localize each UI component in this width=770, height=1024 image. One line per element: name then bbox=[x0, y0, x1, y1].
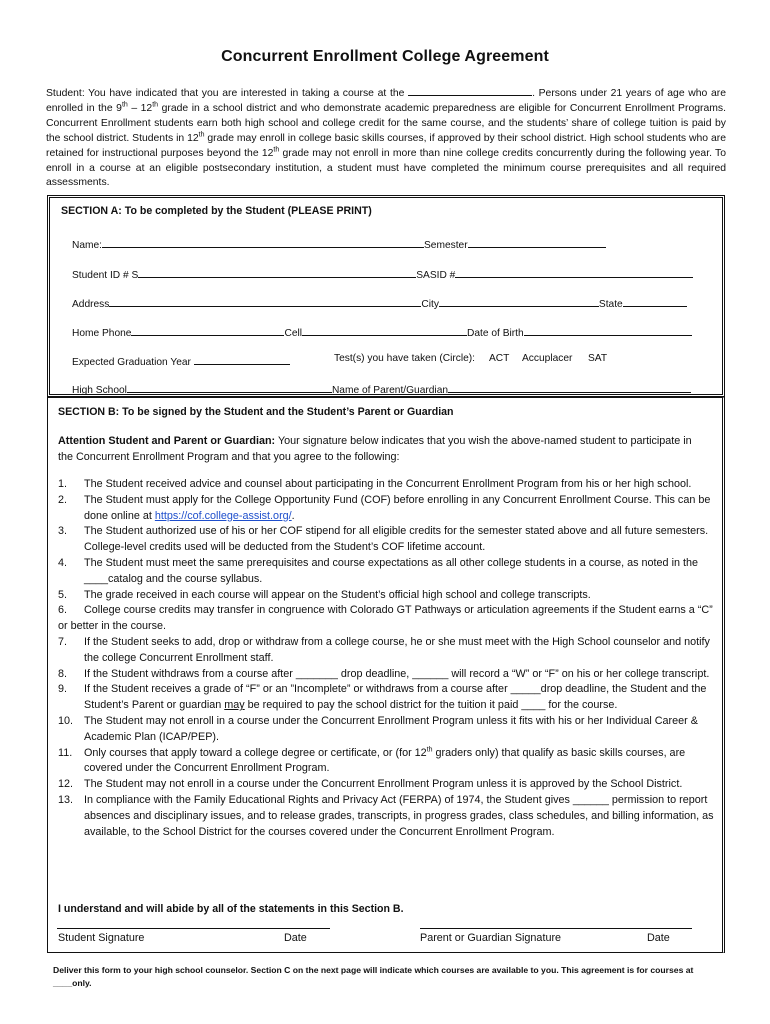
grad-year-field[interactable] bbox=[194, 353, 290, 365]
section-a-title: SECTION A: To be completed by the Student (PLEASE PRINT) bbox=[61, 205, 372, 217]
item-text: College course credits may transfer in congruence with Colorado GT Pathways or articulation agreements if the Student earns a “C” or better in the course. bbox=[58, 604, 713, 633]
item-text: catalog and the course syllabus. bbox=[108, 572, 263, 585]
student-date-label: Date bbox=[284, 932, 307, 944]
list-item bbox=[58, 746, 718, 778]
item-text: If the Student receives a grade of “F” or an ”Incomplete” or withdraws from a course after _____drop deadline, the Student and the Student’s Parent or guardian bbox=[84, 683, 707, 712]
address-field[interactable] bbox=[109, 295, 421, 307]
section-a bbox=[47, 195, 725, 397]
test-option-accuplacer[interactable]: Accuplacer bbox=[522, 353, 573, 364]
list-item bbox=[58, 682, 718, 714]
list-item bbox=[58, 667, 718, 683]
state-field[interactable] bbox=[623, 295, 687, 307]
item-number: 9. bbox=[58, 683, 68, 696]
item-text: The Student may not enroll in a course under the Concurrent Enrollment Program unless it fits with his or her Individual Career & Academic Plan (ICAP/PEP). bbox=[84, 714, 698, 743]
catalog-blank[interactable]: ____ bbox=[84, 572, 109, 585]
item-text: If the Student seeks to add, drop or withdraw from a college course, he or she must meet with the High School counselor and notify the college Concurrent Enrollment staff. bbox=[84, 635, 710, 664]
school-row bbox=[72, 381, 702, 396]
cell-field[interactable] bbox=[302, 324, 467, 336]
intro-text-4: grade in a school district and who demonstrate academic preparedness are eligible for Concurrent Enrollment Programs. Concurrent Enrollment students earn both high school and college credit for the same course, and the students’ share of college tuition is paid by the school district. Students in 12 bbox=[46, 102, 726, 144]
intro-sup-3: th bbox=[198, 131, 205, 139]
home-phone-field[interactable] bbox=[131, 324, 284, 336]
item-text: graders only) that qualify as basic skills courses, are covered under the Concurrent Enrollment Program. bbox=[84, 746, 686, 775]
home-phone-label: Home Phone bbox=[72, 328, 132, 339]
intro-text-3: – 12 bbox=[127, 102, 153, 114]
student-signature-label: Student Signature bbox=[58, 932, 145, 944]
item-number: 10. bbox=[58, 714, 74, 727]
item-text: The Student may not enroll in a course under the Concurrent Enrollment Program unless it is approved by the School District. bbox=[84, 778, 683, 791]
may-underlined: may bbox=[224, 699, 245, 712]
phone-row bbox=[72, 324, 702, 339]
dob-field[interactable] bbox=[524, 324, 692, 336]
item-text: The Student authorized use of his or her COF stipend for all eligible credits for the semester stated above and all future semesters. College-level credits used will be deducted from the Student’s COF lifetime account. bbox=[84, 525, 709, 554]
id-row bbox=[72, 266, 702, 281]
item-text: The Student received advice and counsel about participating in the Concurrent Enrollment Program from his or her high school. bbox=[84, 478, 692, 490]
footer-tail: ____only. bbox=[53, 978, 92, 988]
student-id-label: Student ID # S bbox=[72, 270, 139, 281]
item-text: The Student must meet the same prerequisites and course expectations as all other college students in a course, as noted in the bbox=[84, 556, 698, 569]
college-name-blank[interactable] bbox=[408, 84, 532, 96]
attention-label: Attention Student and Parent or Guardian: bbox=[58, 435, 276, 447]
semester-label: Semester bbox=[424, 240, 468, 251]
name-label: Name: bbox=[72, 240, 103, 251]
item-number: 12. bbox=[58, 778, 74, 791]
intro-text-6: grade may not enroll in more than nine college credits concurrently during the following year. To enroll in a course at an eligible postsecondary institution, a student must have completed the minimum course prerequisites and all required assessments. bbox=[46, 147, 726, 189]
item-text: If the Student withdraws from a course after _______ drop deadline, ______ will record a “W” or “F” on his or her college transcript. bbox=[84, 667, 710, 680]
parent-date-label: Date bbox=[647, 932, 670, 944]
sasid-field[interactable] bbox=[455, 266, 693, 278]
list-item bbox=[58, 493, 718, 525]
cell-label: Cell bbox=[284, 328, 303, 339]
sasid-label: SASID # bbox=[416, 270, 456, 281]
student-signature-line[interactable] bbox=[57, 928, 330, 929]
intro-sup-1: th bbox=[121, 101, 128, 109]
item-text: Only courses that apply toward a college degree or certificate, or (for 12 bbox=[84, 746, 427, 759]
understand-statement: I understand and will abide by all of the statements in this Section B. bbox=[58, 903, 404, 915]
dob-label: Date of Birth bbox=[467, 328, 524, 339]
high-school-field[interactable] bbox=[127, 381, 332, 393]
semester-field[interactable] bbox=[468, 236, 606, 248]
intro-paragraph bbox=[46, 84, 726, 191]
list-item bbox=[58, 588, 718, 604]
parent-signature-label: Parent or Guardian Signature bbox=[420, 932, 562, 944]
address-label: Address bbox=[72, 299, 110, 310]
test-option-sat[interactable]: SAT bbox=[588, 353, 608, 364]
item-sup: th bbox=[426, 745, 433, 753]
address-row bbox=[72, 295, 702, 310]
section-b bbox=[47, 397, 725, 953]
tests-label: Test(s) you have taken (Circle): bbox=[334, 353, 475, 364]
item-number: 5. bbox=[58, 588, 68, 601]
list-item bbox=[58, 524, 718, 556]
item-number: 3. bbox=[58, 525, 68, 538]
list-item bbox=[58, 777, 718, 793]
name-row bbox=[72, 236, 702, 251]
item-text: . bbox=[291, 509, 295, 522]
list-item bbox=[58, 603, 718, 635]
state-label: State bbox=[598, 299, 623, 310]
list-item bbox=[58, 556, 718, 588]
city-field[interactable] bbox=[439, 295, 599, 307]
item-number: 4. bbox=[58, 556, 68, 569]
intro-text-2: . Persons under 21 years of age who are enrolled in the 9 bbox=[46, 88, 726, 114]
attention-text: Your signature below indicates that you wish the above-named student to participate in the Concurrent Enrollment Program and that you agree to the following: bbox=[58, 435, 692, 463]
cof-link[interactable]: https://cof.college-assist.org/ bbox=[154, 509, 292, 522]
item-number: 2. bbox=[58, 493, 68, 506]
item-text: In compliance with the Family Educational Rights and Privacy Act (FERPA) of 1974, the Student gives ______ permission to report absences and disciplinary issues, and to release grades, transcripts, in progress grades, class schedules, and billing information, as available, to the School District for the courses covered under the Concurrent Enrollment Program. bbox=[84, 793, 714, 838]
grad-row bbox=[72, 353, 702, 368]
list-item bbox=[58, 635, 718, 667]
intro-text-1: Student: You have indicated that you are interested in taking a course at the bbox=[46, 88, 405, 99]
agreement-list bbox=[58, 477, 718, 840]
item-number: 13. bbox=[58, 793, 74, 806]
item-text: The grade received in each course will appear on the Student’s official high school and college transcripts. bbox=[84, 588, 591, 601]
intro-text-5: grade may enroll in college basic skills courses, if approved by their school district. High school students who are retained for instructional purposes beyond the 12 bbox=[46, 132, 727, 159]
parent-name-label: Name of Parent/Guardian bbox=[331, 385, 449, 396]
test-option-act[interactable]: ACT bbox=[489, 353, 510, 364]
item-number: 7. bbox=[58, 635, 68, 648]
high-school-label: High School bbox=[72, 385, 127, 396]
item-text: The Student must apply for the College Opportunity Fund (COF) before enrolling in any Concurrent Enrollment Course. This can be done online at bbox=[84, 493, 711, 522]
item-text: be required to pay the school district for the tuition it paid ____ for the course. bbox=[244, 699, 618, 712]
item-number: 1. bbox=[58, 478, 68, 490]
list-item bbox=[58, 714, 718, 746]
attention-paragraph bbox=[58, 433, 708, 465]
city-label: City bbox=[421, 299, 439, 310]
list-item bbox=[58, 477, 718, 493]
intro-sup-4: th bbox=[273, 146, 280, 154]
parent-signature-line[interactable] bbox=[420, 928, 692, 929]
student-id-field[interactable] bbox=[138, 266, 416, 278]
item-number: 11. bbox=[58, 746, 73, 759]
footer-text: Deliver this form to your high school counselor. Section C on the next page will indicate which courses are available to you. This agreement is for courses at bbox=[53, 965, 694, 975]
item-number: 6. bbox=[58, 604, 68, 617]
footer-note bbox=[53, 964, 723, 990]
page-title: Concurrent Enrollment College Agreement bbox=[221, 48, 549, 65]
intro-sup-2: th bbox=[152, 101, 159, 109]
section-b-title: SECTION B: To be signed by the Student and the Student’s Parent or Guardian bbox=[58, 406, 454, 418]
item-number: 8. bbox=[58, 667, 68, 680]
name-field[interactable] bbox=[102, 236, 424, 248]
grad-year-label: Expected Graduation Year bbox=[72, 357, 191, 368]
parent-name-field[interactable] bbox=[448, 381, 691, 393]
list-item bbox=[58, 793, 718, 840]
